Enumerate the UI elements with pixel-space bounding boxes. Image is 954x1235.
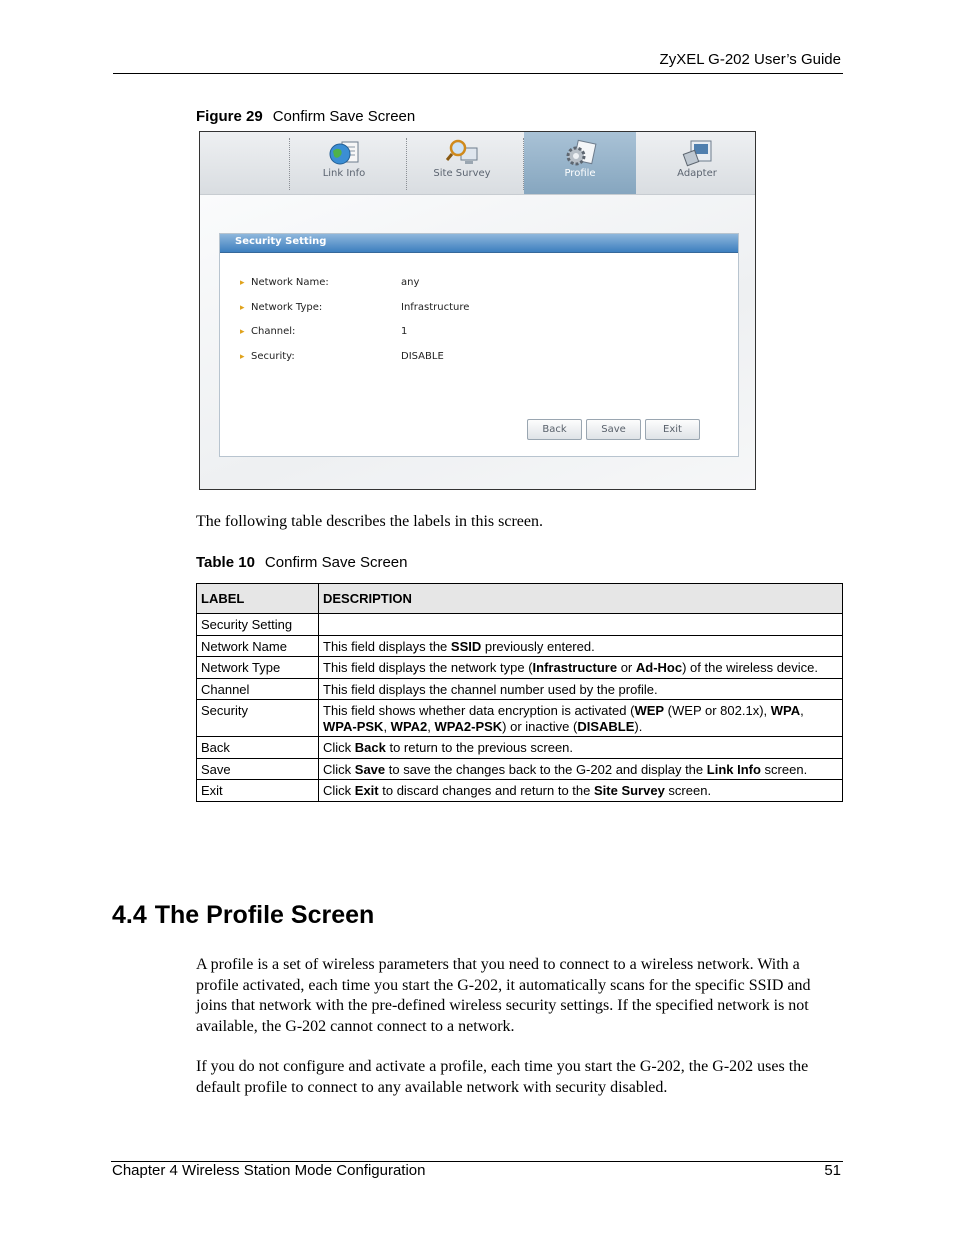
table-caption (196, 554, 407, 571)
field-security (220, 351, 738, 367)
figure-caption-text: Confirm Save Screen (272, 108, 416, 125)
table-row (197, 657, 843, 679)
gear-profile-icon (564, 138, 598, 168)
section-paragraph: If you do not configure and activate a profile, each time you start the G-202, the G-202 uses the default profile to connect to any available network with security disabled. (196, 1058, 809, 1096)
field-channel (220, 326, 738, 342)
field-network-name (220, 277, 738, 293)
toolbar-link-info[interactable] (288, 132, 400, 194)
page-number: 51 (824, 1162, 841, 1179)
cell-label: Save (197, 758, 319, 780)
section-title: The Profile Screen (154, 901, 375, 929)
toolbar-adapter[interactable] (641, 132, 753, 194)
cell-description: Click Save to save the changes back to the G-202 and display the Link Info screen. (319, 758, 843, 780)
panel-title: Security Setting (235, 236, 327, 247)
figure-caption (196, 108, 415, 125)
cell-description: This field displays the network type (Infrastructure or Ad-Hoc) of the wireless device. (319, 657, 843, 679)
back-button[interactable]: Back (527, 419, 582, 440)
intro-paragraph: The following table describes the labels in this screen. (196, 513, 544, 530)
adapter-card-icon (681, 138, 715, 168)
toolbar-separator (289, 138, 290, 190)
save-button[interactable]: Save (586, 419, 641, 440)
cell-label: Security (197, 700, 319, 737)
header-description: DESCRIPTION (319, 584, 843, 614)
cell-description: Click Exit to discard changes and return to the Site Survey screen. (319, 780, 843, 802)
label-description-table (196, 583, 843, 802)
table-row (197, 780, 843, 802)
section-number: 4.4 (112, 901, 147, 929)
header-rule (113, 73, 843, 74)
figure-caption-label: Figure 29 (196, 108, 263, 125)
toolbar-separator (406, 138, 407, 190)
toolbar-label-site-survey: Site Survey (433, 168, 491, 179)
arrow-bullet-icon: ▸ (240, 327, 245, 337)
table-caption-text: Confirm Save Screen (264, 554, 408, 571)
field-label: Network Type: (251, 302, 323, 313)
section-paragraph: A profile is a set of wireless parameters that you need to connect to a wireless network. With a profile activated, each time you start the G-202, it automatically scans for the specific SSID and joins that network with the pre-defined wireless security settings. If the specified network is not available, the G-202 cannot connect to a network. (196, 956, 811, 1035)
field-value: DISABLE (401, 351, 444, 362)
magnifier-computer-icon (446, 138, 480, 168)
field-label: Network Name: (251, 277, 329, 288)
table-row (197, 758, 843, 780)
cell-description: Click Back to return to the previous screen. (319, 737, 843, 759)
footer-chapter: Chapter 4 Wireless Station Mode Configuration (112, 1162, 426, 1179)
table-body (197, 614, 843, 802)
globe-document-icon (328, 138, 362, 168)
exit-button[interactable]: Exit (645, 419, 700, 440)
table-row (197, 614, 843, 636)
cell-description: This field displays the channel number used by the profile. (319, 678, 843, 700)
toolbar-profile[interactable] (524, 132, 636, 194)
cell-description (319, 614, 843, 636)
field-network-type (220, 302, 738, 318)
table-row (197, 635, 843, 657)
toolbar-site-survey[interactable] (406, 132, 518, 194)
cell-label: Channel (197, 678, 319, 700)
section-heading (112, 901, 374, 930)
table-caption-label: Table 10 (196, 554, 255, 571)
cell-label: Security Setting (197, 614, 319, 636)
confirm-save-screenshot (199, 131, 756, 490)
field-value: 1 (401, 326, 408, 337)
table-row (197, 678, 843, 700)
cell-label: Network Type (197, 657, 319, 679)
toolbar-label-adapter: Adapter (677, 168, 717, 179)
cell-label: Exit (197, 780, 319, 802)
header-label: LABEL (197, 584, 319, 614)
table-row (197, 737, 843, 759)
field-label: Channel: (251, 326, 296, 337)
toolbar-separator (523, 138, 524, 190)
cell-description: This field shows whether data encryption is activated (WEP (WEP or 802.1x), WPA, WPA-PSK, WPA2, WPA2-PSK) or inactive (DISABLE). (319, 700, 843, 737)
arrow-bullet-icon: ▸ (240, 352, 245, 362)
cell-description: This field displays the SSID previously entered. (319, 635, 843, 657)
field-label: Security: (251, 351, 295, 362)
table-row (197, 700, 843, 737)
toolbar-label-profile: Profile (564, 168, 596, 179)
arrow-bullet-icon: ▸ (240, 278, 245, 288)
running-header: ZyXEL G-202 User’s Guide (659, 51, 841, 68)
table-header-row (197, 584, 843, 614)
cell-label: Back (197, 737, 319, 759)
arrow-bullet-icon: ▸ (240, 303, 245, 313)
panel-title-bar (220, 234, 738, 253)
utility-toolbar (200, 132, 755, 195)
field-value: Infrastructure (401, 302, 470, 313)
toolbar-label-link-info: Link Info (322, 168, 366, 179)
cell-label: Network Name (197, 635, 319, 657)
field-value: any (401, 277, 420, 288)
